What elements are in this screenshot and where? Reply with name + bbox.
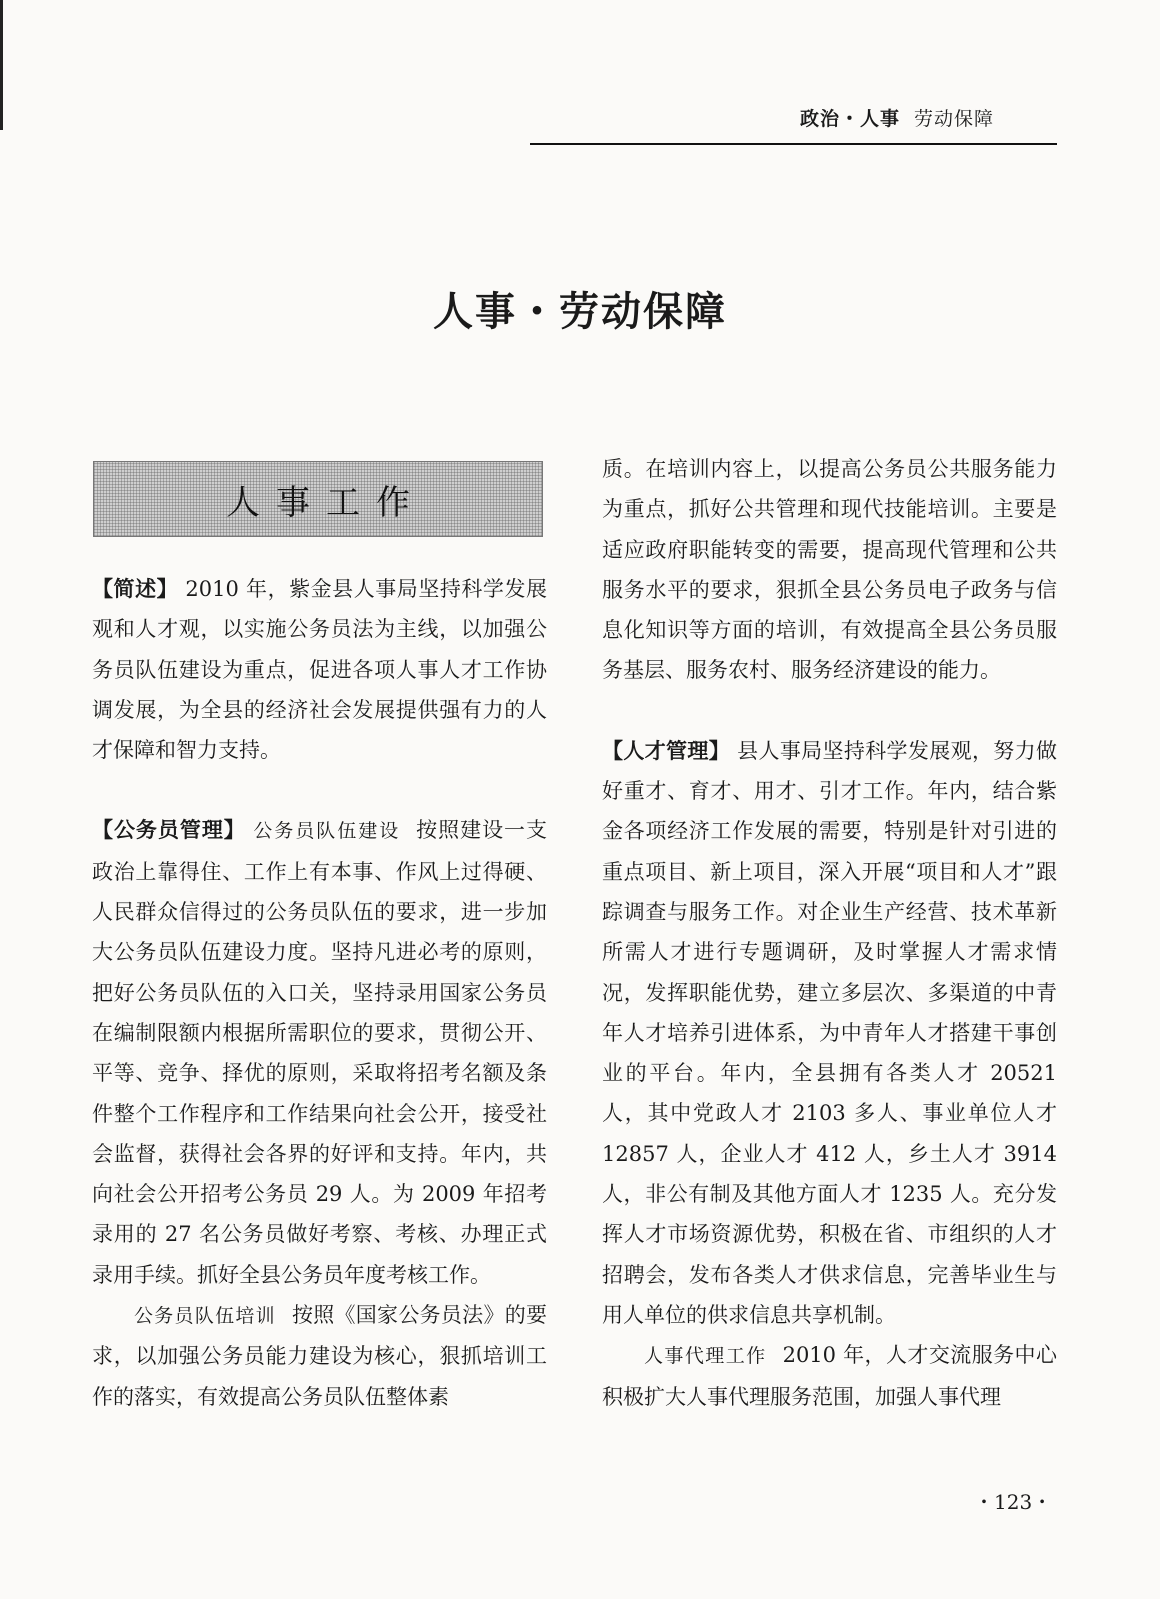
talent-text: 县人事局坚持科学发展观，努力做好重才、育才、用才、引才工作。年内，结合紫金各项经济工作发展的需要，特别是针对引进的重点项目、新上项目，深入开展“项目和人才”跟踪调查与服务工作。对企业生产经营、技术革新所需人才进行专题调研，及时掌握人才需求情况，发挥职能优势，建立多层次、多渠道的中青年人才培养引进体系，为中青年人才搭建干事创业的平台。年内，全县拥有各类人才 20521 人，其中党政人才 2103 多人、事业单位人才 12857 人，企业人才 412 人，乡土人才 3914 人，非公有制及其他方面人才 1235 人。充分发挥人才市场资源优势，积极在省、市组织的人才招聘会，发布各类人才供求信息，完善毕业生与用人单位的供求信息共享机制。 bbox=[602, 738, 1057, 1327]
tag-civil-servant: 【公务员管理】 bbox=[92, 818, 246, 843]
paragraph-overview bbox=[92, 569, 547, 770]
agency-text: 2010 年，人才交流服务中心积极扩大人事代理服务范围，加强人事代理 bbox=[602, 1343, 1057, 1409]
page-title: 人事・劳动保障 bbox=[433, 289, 727, 335]
running-header bbox=[800, 104, 1050, 131]
section-banner-text: 人事工作 bbox=[226, 482, 426, 523]
page-number: ・123・ bbox=[974, 1490, 1053, 1514]
header-subsection: 劳动保障 bbox=[914, 108, 995, 130]
training-text: 按照《国家公务员法》的要求，以加强公务员能力建设为核心，狠抓培训工作的落实，有效提高公务员队伍整体素 bbox=[92, 1303, 547, 1409]
subhead-agency: 人事代理工作 bbox=[644, 1345, 767, 1368]
header-rule bbox=[530, 143, 1057, 145]
subhead-team-building: 公务员队伍建设 bbox=[253, 820, 401, 843]
scan-edge bbox=[0, 0, 3, 130]
paragraph-training-cont: 质。在培训内容上，以提高公务员公共服务能力为重点，抓好公共管理和现代技能培训。主要是适应政府职能转变的需要，提高现代管理和公共服务水平的要求，狠抓全县公务员电子政务与信息化知识等方面的培训，有效提高全县公务员服务基层、服务农村、服务经济建设的能力。 bbox=[602, 457, 1057, 683]
right-column bbox=[602, 449, 1057, 1417]
paragraph-talent bbox=[602, 731, 1057, 1335]
left-column bbox=[92, 569, 547, 1417]
tag-overview: 【简述】 bbox=[92, 577, 179, 601]
paragraph-agency bbox=[602, 1335, 1057, 1417]
header-section: 政治・人事 bbox=[800, 108, 901, 130]
section-banner bbox=[93, 461, 543, 537]
paragraph-civil-servant bbox=[92, 810, 547, 1295]
tag-talent: 【人才管理】 bbox=[602, 738, 731, 763]
subhead-training: 公务员队伍培训 bbox=[134, 1305, 276, 1328]
civil-servant-text: 按照建设一支政治上靠得住、工作上有本事、作风上过得硬、人民群众信得过的公务员队伍的要求，进一步加大公务员队伍建设力度。坚持凡进必考的原则，把好公务员队伍的入口关，坚持录用国家公务员在编制限额内根据所需职位的要求，贯彻公开、平等、竞争、择优的原则，采取将招考名额及条件整个工作程序和工作结果向社会公开，接受社会监督，获得社会各界的好评和支持。年内，共向社会公开招考公务员 29 人。为 2009 年招考录用的 27 名公务员做好考察、考核、办理正式录用手续。抓好全县公务员年度考核工作。 bbox=[92, 818, 547, 1287]
overview-text: 2010 年，紫金县人事局坚持科学发展观和人才观，以实施公务员法为主线，以加强公务员队伍建设为重点，促进各项人事人才工作协调发展，为全县的经济社会发展提供强有力的人才保障和智力支持。 bbox=[92, 577, 547, 763]
paragraph-training bbox=[92, 1295, 547, 1417]
